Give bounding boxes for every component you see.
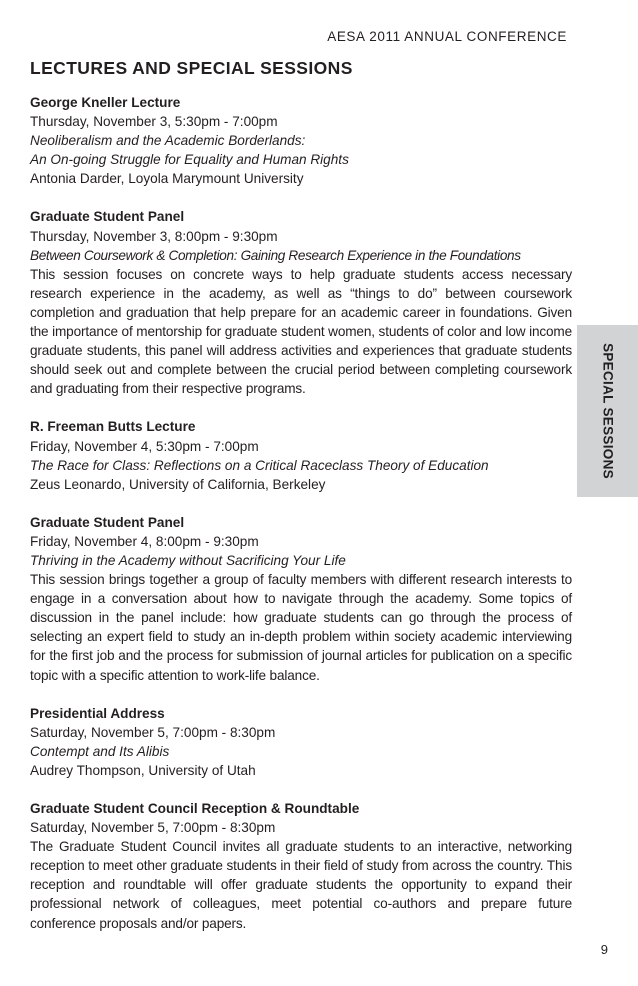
section-side-tab-label: SPECIAL SESSIONS	[600, 343, 615, 479]
session-subtitle: Contempt and Its Alibis	[30, 743, 170, 759]
session-subtitle: An On-going Struggle for Equality and Human Rights	[30, 152, 349, 168]
session-description: This session brings together a group of faculty members with different research interests to engage in a conversation about how to navigate through the academy. Some topics of discussion in the panel include: how graduate students can go through the process of selecting an expert field to study an in-depth problem within society academic interviewing for the first job and the process for submission of journal articles for publication on a specific topic with a specific attention to work-life balance.	[30, 572, 572, 683]
session-graduate-student-panel-friday	[30, 513, 572, 685]
session-speaker: Antonia Darder, Loyola Marymount University	[30, 171, 304, 187]
session-datetime: Saturday, November 5, 7:00pm - 8:30pm	[30, 724, 276, 740]
session-title: Graduate Student Panel	[30, 209, 185, 225]
session-r-freeman-butts-lecture	[30, 417, 572, 493]
session-graduate-student-panel-thursday	[30, 207, 572, 398]
page-title: LECTURES AND SPECIAL SESSIONS	[30, 58, 353, 78]
session-description: The Graduate Student Council invites all graduate students to an interactive, networking reception to meet other graduate students in their field of study from across the country. This reception and roundtable will offer graduate students the opportunity to expand their professional network of colleagues, meet potential co-authors and prepare future conference proposals and/or papers.	[30, 839, 572, 931]
session-description: This session focuses on concrete ways to help graduate students access necessary research experience in the academy, as well as “things to do” between coursework completion and graduation that help prepare for an academic career in foundations. Given the importance of mentorship for graduate student women, students of color and low income graduate students, this panel will address activities and experiences that graduate students should seek out and complete between the crucial period between completing coursework and graduating from their respective programs.	[30, 266, 572, 397]
session-title: R. Freeman Butts Lecture	[30, 419, 196, 435]
session-george-kneller-lecture	[30, 93, 572, 188]
page-number: 9	[600, 942, 608, 957]
session-speaker: Audrey Thompson, University of Utah	[30, 762, 256, 778]
session-datetime: Saturday, November 5, 7:00pm - 8:30pm	[30, 820, 276, 836]
session-subtitle: Between Coursework & Completion: Gaining Research Experience in the Foundations	[30, 247, 521, 263]
session-datetime: Friday, November 4, 8:00pm - 9:30pm	[30, 533, 259, 549]
session-subtitle: Neoliberalism and the Academic Borderlands:	[30, 133, 306, 149]
session-graduate-student-council-reception	[30, 799, 572, 933]
section-side-tab	[577, 325, 638, 497]
sessions-list	[30, 93, 572, 952]
session-subtitle: Thriving in the Academy without Sacrificing Your Life	[30, 552, 346, 568]
session-title: Graduate Student Panel	[30, 514, 185, 530]
session-subtitle: The Race for Class: Reflections on a Critical Raceclass Theory of Education	[30, 457, 489, 473]
session-datetime: Thursday, November 3, 8:00pm - 9:30pm	[30, 228, 278, 244]
session-speaker: Zeus Leonardo, University of California, Berkeley	[30, 476, 326, 492]
session-title: Graduate Student Council Reception & Roundtable	[30, 801, 360, 816]
session-title: George Kneller Lecture	[30, 95, 181, 110]
session-presidential-address	[30, 704, 572, 780]
session-datetime: Friday, November 4, 5:30pm - 7:00pm	[30, 438, 259, 454]
running-header: AESA 2011 ANNUAL CONFERENCE	[327, 29, 567, 44]
session-datetime: Thursday, November 3, 5:30pm - 7:00pm	[30, 114, 278, 130]
session-title: Presidential Address	[30, 705, 165, 721]
